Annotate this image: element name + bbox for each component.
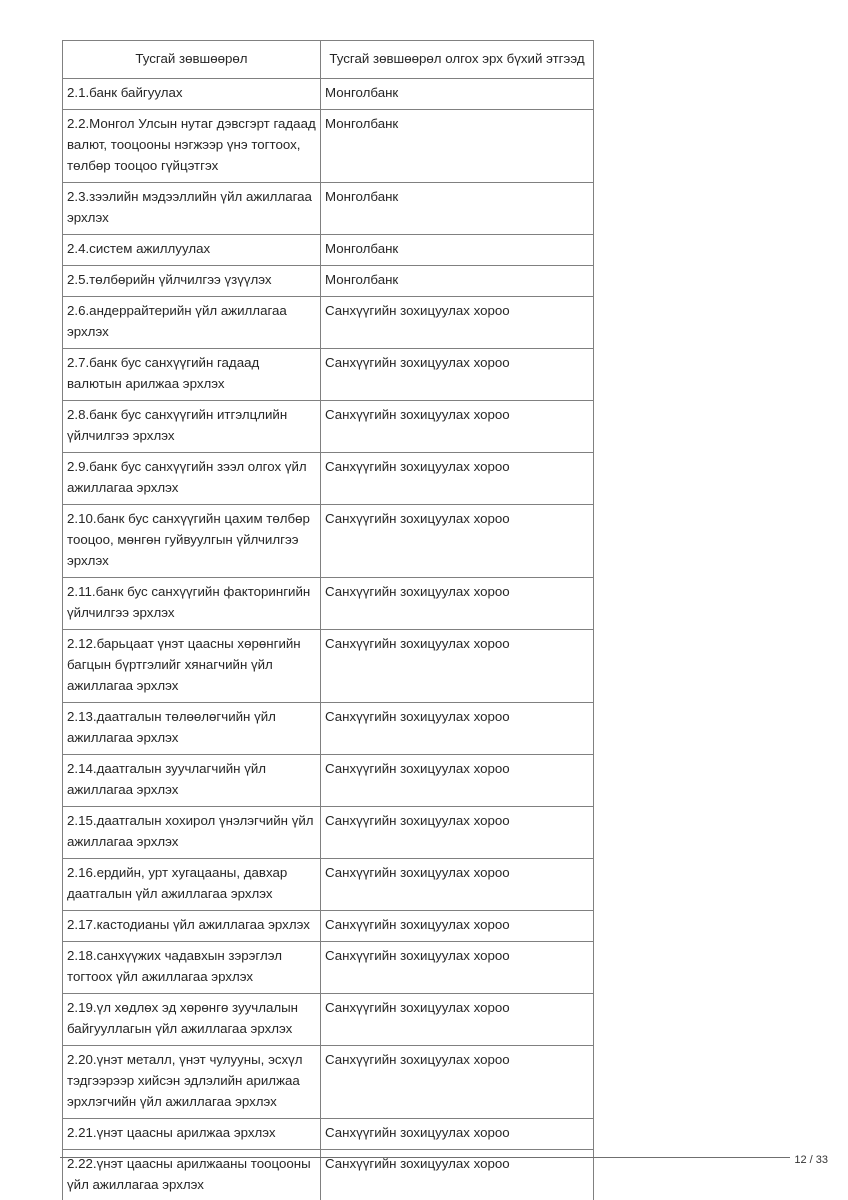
license-cell: 2.21.үнэт цаасны арилжаа эрхлэх <box>63 1119 321 1150</box>
license-cell: 2.17.кастодианы үйл ажиллагаа эрхлэх <box>63 911 321 942</box>
authority-cell: Монголбанк <box>321 79 594 110</box>
authority-cell: Санхүүгийн зохицуулах хороо <box>321 401 594 453</box>
table-row <box>63 266 594 297</box>
authority-cell: Санхүүгийн зохицуулах хороо <box>321 994 594 1046</box>
table-row <box>63 807 594 859</box>
license-cell: 2.18.санхүүжих чадавхын зэрэглэл тогтоох үйл ажиллагаа эрхлэх <box>63 942 321 994</box>
authority-cell: Санхүүгийн зохицуулах хороо <box>321 807 594 859</box>
table-row <box>63 401 594 453</box>
authority-cell: Санхүүгийн зохицуулах хороо <box>321 942 594 994</box>
header-row <box>63 41 594 79</box>
header-cell-authority: Тусгай зөвшөөрөл олгох эрх бүхий этгээд <box>321 41 594 79</box>
authority-cell: Санхүүгийн зохицуулах хороо <box>321 755 594 807</box>
license-cell: 2.11.банк бус санхүүгийн факторингийн үйлчилгээ эрхлэх <box>63 578 321 630</box>
table-row <box>63 578 594 630</box>
license-cell: 2.10.банк бус санхүүгийн цахим төлбөр тооцоо, мөнгөн гуйвуулгын үйлчилгээ эрхлэх <box>63 505 321 578</box>
authority-cell: Монголбанк <box>321 110 594 183</box>
authority-cell: Санхүүгийн зохицуулах хороо <box>321 859 594 911</box>
license-cell: 2.3.зээлийн мэдээллийн үйл ажиллагаа эрхлэх <box>63 183 321 235</box>
license-cell: 2.8.банк бус санхүүгийн итгэлцлийн үйлчилгээ эрхлэх <box>63 401 321 453</box>
authority-cell: Санхүүгийн зохицуулах хороо <box>321 453 594 505</box>
authority-cell: Монголбанк <box>321 266 594 297</box>
table-row <box>63 630 594 703</box>
table-row <box>63 183 594 235</box>
authority-cell: Санхүүгийн зохицуулах хороо <box>321 297 594 349</box>
table-row <box>63 859 594 911</box>
table-row <box>63 349 594 401</box>
license-cell: 2.1.банк байгуулах <box>63 79 321 110</box>
license-table <box>62 40 594 1200</box>
table-body <box>63 79 594 1200</box>
authority-cell: Санхүүгийн зохицуулах хороо <box>321 703 594 755</box>
table-row <box>63 110 594 183</box>
table-row <box>63 942 594 994</box>
table-row <box>63 505 594 578</box>
license-cell: 2.22.үнэт цаасны арилжааны тооцооны үйл ажиллагаа эрхлэх <box>63 1150 321 1200</box>
license-cell: 2.9.банк бус санхүүгийн зээл олгох үйл ажиллагаа эрхлэх <box>63 453 321 505</box>
authority-cell: Санхүүгийн зохицуулах хороо <box>321 1150 594 1200</box>
license-cell: 2.13.даатгалын төлөөлөгчийн үйл ажиллагаа эрхлэх <box>63 703 321 755</box>
table-row <box>63 755 594 807</box>
authority-cell: Санхүүгийн зохицуулах хороо <box>321 1046 594 1119</box>
authority-cell: Монголбанк <box>321 235 594 266</box>
license-cell: 2.15.даатгалын хохирол үнэлэгчийн үйл ажиллагаа эрхлэх <box>63 807 321 859</box>
authority-cell: Санхүүгийн зохицуулах хороо <box>321 630 594 703</box>
table-header <box>63 41 594 79</box>
table-row <box>63 1046 594 1119</box>
table-row <box>63 994 594 1046</box>
license-cell: 2.7.банк бус санхүүгийн гадаад валютын арилжаа эрхлэх <box>63 349 321 401</box>
authority-cell: Монголбанк <box>321 183 594 235</box>
page-footer <box>60 1154 828 1167</box>
footer-rule <box>60 1157 790 1158</box>
page-number: 12 / 33 <box>794 1154 828 1166</box>
table-row <box>63 911 594 942</box>
authority-cell: Санхүүгийн зохицуулах хороо <box>321 911 594 942</box>
table-row <box>63 703 594 755</box>
table-row <box>63 297 594 349</box>
authority-cell: Санхүүгийн зохицуулах хороо <box>321 578 594 630</box>
table-row <box>63 453 594 505</box>
table-row <box>63 235 594 266</box>
license-cell: 2.20.үнэт металл, үнэт чулууны, эсхүл тэдгээрээр хийсэн эдлэлийн арилжаа эрхлэгчийн үйл ажиллагаа эрхлэх <box>63 1046 321 1119</box>
authority-cell: Санхүүгийн зохицуулах хороо <box>321 505 594 578</box>
license-cell: 2.19.үл хөдлөх эд хөрөнгө зуучлалын байгууллагын үйл ажиллагаа эрхлэх <box>63 994 321 1046</box>
license-cell: 2.6.андеррайтерийн үйл ажиллагаа эрхлэх <box>63 297 321 349</box>
header-cell-license: Тусгай зөвшөөрөл <box>63 41 321 79</box>
authority-cell: Санхүүгийн зохицуулах хороо <box>321 1119 594 1150</box>
license-cell: 2.2.Монгол Улсын нутаг дэвсгэрт гадаад валют, тооцооны нэгжээр үнэ тогтоох, төлбөр тооцоо гүйцэтгэх <box>63 110 321 183</box>
license-cell: 2.16.ердийн, урт хугацааны, давхар даатгалын үйл ажиллагаа эрхлэх <box>63 859 321 911</box>
license-cell: 2.12.барьцаат үнэт цаасны хөрөнгийн багцын бүртгэлийг хянагчийн үйл ажиллагаа эрхлэх <box>63 630 321 703</box>
table-row <box>63 79 594 110</box>
license-cell: 2.14.даатгалын зуучлагчийн үйл ажиллагаа эрхлэх <box>63 755 321 807</box>
authority-cell: Санхүүгийн зохицуулах хороо <box>321 349 594 401</box>
license-cell: 2.5.төлбөрийн үйлчилгээ үзүүлэх <box>63 266 321 297</box>
table-row <box>63 1119 594 1150</box>
license-cell: 2.4.систем ажиллуулах <box>63 235 321 266</box>
